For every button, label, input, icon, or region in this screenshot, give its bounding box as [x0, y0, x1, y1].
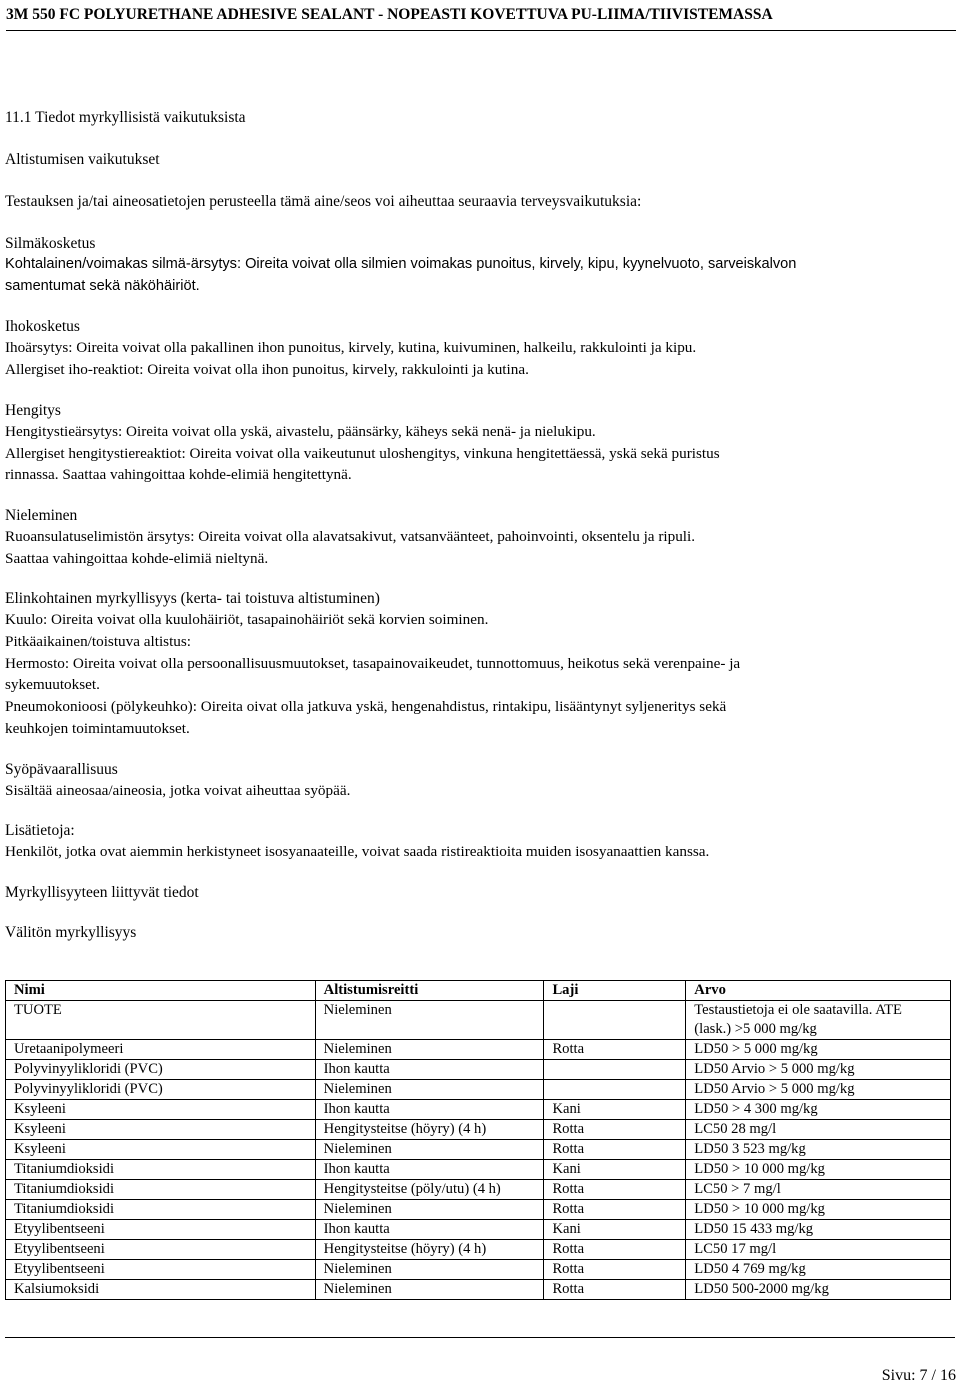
organ-toxicity-text: keuhkojen toimintamuutokset.	[5, 719, 190, 737]
carcinogenicity-heading: Syöpävaarallisuus	[5, 760, 118, 778]
table-cell: LD50 > 5 000 mg/kg	[686, 1040, 951, 1060]
table-cell: Nieleminen	[315, 1080, 544, 1100]
table-cell: LD50 > 10 000 mg/kg	[686, 1160, 951, 1180]
table-cell: Ihon kautta	[315, 1100, 544, 1120]
acute-toxicity-table	[5, 980, 951, 1300]
table-cell: LD50 500-2000 mg/kg	[686, 1280, 951, 1300]
table-cell: LC50 28 mg/l	[686, 1120, 951, 1140]
inhalation-text: Allergiset hengitystiereaktiot: Oireita voivat olla vaikeutunut uloshengitys, vinkuna hengitettäessä, yskä sekä puristus	[5, 444, 720, 462]
skin-text: Ihoärsytys: Oireita voivat olla pakallinen ihon punoitus, kirvely, kutina, kuivuminen, halkeilu, rakkulointi ja kipu.	[5, 339, 697, 357]
additional-info-heading: Lisätietoja:	[5, 822, 75, 840]
table-cell	[544, 1001, 686, 1040]
table-cell: Hengitysteitse (höyry) (4 h)	[315, 1240, 544, 1260]
skin-heading: Ihokosketus	[5, 318, 80, 336]
table-row	[6, 1200, 951, 1220]
table-cell: LC50 17 mg/l	[686, 1240, 951, 1260]
eye-text: Kohtalainen/voimakas silmä-ärsytys: Oireita voivat olla silmien voimakas punoitus, kirvely, kipu, kyynelvuoto, sarveiskalvon	[5, 256, 797, 272]
toxicity-data-heading: Myrkyllisyyteen liittyvät tiedot	[5, 883, 199, 901]
organ-toxicity-heading: Elinkohtainen myrkyllisyys (kerta- tai toistuva altistuminen)	[5, 590, 380, 608]
table-cell: Rotta	[544, 1140, 686, 1160]
table-cell: LD50 4 769 mg/kg	[686, 1260, 951, 1280]
column-header: Arvo	[686, 981, 951, 1001]
table-cell: LD50 Arvio > 5 000 mg/kg	[686, 1080, 951, 1100]
table-cell: LD50 Arvio > 5 000 mg/kg	[686, 1060, 951, 1080]
table-cell: Rotta	[544, 1200, 686, 1220]
table-row	[6, 1260, 951, 1280]
table-cell	[544, 1080, 686, 1100]
table-cell: Testaustietoja ei ole saatavilla. ATE (lask.) >5 000 mg/kg	[686, 1001, 951, 1040]
intro-text: Testauksen ja/tai aineosatietojen perusteella tämä aine/seos voi aiheuttaa seuraavia terveysvaikutuksia:	[5, 193, 642, 210]
table-cell: Kani	[544, 1160, 686, 1180]
inhalation-text: Hengitystieärsytys: Oireita voivat olla yskä, aivastelu, päänsärky, käheys sekä nenä- ja nielukipu.	[5, 422, 596, 440]
column-header: Laji	[544, 981, 686, 1001]
table-cell: Titaniumdioksidi	[6, 1200, 316, 1220]
organ-toxicity-text: Pitkäaikainen/toistuva altistus:	[5, 633, 192, 651]
inhalation-text: rinnassa. Saattaa vahingoittaa kohde-elimiä hengitettynä.	[5, 466, 352, 484]
skin-text: Allergiset iho-reaktiot: Oireita voivat olla ihon punoitus, kirvely, rakkulointi ja kutina.	[5, 361, 529, 379]
table-cell: LC50 > 7 mg/l	[686, 1180, 951, 1200]
table-cell: Uretaanipolymeeri	[6, 1040, 316, 1060]
section-title: 11.1 Tiedot myrkyllisistä vaikutuksista	[5, 109, 246, 126]
table-cell: Kani	[544, 1100, 686, 1120]
table-cell: Kani	[544, 1220, 686, 1240]
table-row	[6, 1140, 951, 1160]
table-cell: Rotta	[544, 1280, 686, 1300]
organ-toxicity-text: Kuulo: Oireita voivat olla kuulohäiriöt, tasapainohäiriöt sekä korvien soiminen.	[5, 611, 489, 629]
table-cell: Rotta	[544, 1120, 686, 1140]
table-cell: Rotta	[544, 1180, 686, 1200]
table-cell: Polyvinyylikloridi (PVC)	[6, 1080, 316, 1100]
table-cell: Titaniumdioksidi	[6, 1180, 316, 1200]
column-header: Nimi	[6, 981, 316, 1001]
table-row	[6, 1180, 951, 1200]
eye-heading: Silmäkosketus	[5, 235, 96, 252]
ingestion-text: Saattaa vahingoittaa kohde-elimiä nieltynä.	[5, 549, 269, 567]
organ-toxicity-text: Hermosto: Oireita voivat olla persoonallisuusmuutokset, tasapainovaikeudet, tunnottomuus, heikotus sekä verenpaine- ja	[5, 654, 741, 672]
table-cell: Nieleminen	[315, 1260, 544, 1280]
table-cell: LD50 15 433 mg/kg	[686, 1220, 951, 1240]
ingestion-text: Ruoansulatuselimistön ärsytys: Oireita voivat olla alavatsakivut, vatsanväänteet, pahoinvointi, oksentelu ja ripuli.	[5, 527, 696, 545]
table-cell: TUOTE	[6, 1001, 316, 1040]
table-cell: Rotta	[544, 1040, 686, 1060]
table-cell: LD50 > 4 300 mg/kg	[686, 1100, 951, 1120]
organ-toxicity-text: Pneumokonioosi (pölykeuhko): Oireita oivat olla jatkuva yskä, hengenahdistus, rintakipu, lisääntynyt syljeneritys sekä	[5, 698, 727, 716]
table-row	[6, 1240, 951, 1260]
acute-toxicity-heading: Välitön myrkyllisyys	[5, 923, 137, 941]
table-cell: Ihon kautta	[315, 1220, 544, 1240]
organ-toxicity-text: sykemuutokset.	[5, 676, 100, 694]
table-cell: Ihon kautta	[315, 1160, 544, 1180]
table-row	[6, 1280, 951, 1300]
table-cell	[544, 1060, 686, 1080]
table-cell: Nieleminen	[315, 1200, 544, 1220]
eye-text: samentumat sekä näköhäiriöt.	[5, 277, 200, 294]
table-row	[6, 1160, 951, 1180]
table-cell: Ihon kautta	[315, 1060, 544, 1080]
table-cell: Kalsiumoksidi	[6, 1280, 316, 1300]
carcinogenicity-text: Sisältää aineosaa/aineosia, jotka voivat aiheuttaa syöpää.	[5, 781, 351, 799]
footer-divider	[5, 1337, 955, 1338]
table-row	[6, 1100, 951, 1120]
table-cell: Titaniumdioksidi	[6, 1160, 316, 1180]
table-cell: Ksyleeni	[6, 1140, 316, 1160]
additional-info-text: Henkilöt, jotka ovat aiemmin herkistyneet isosyanaateille, voivat saada ristireaktioita muiden isosyanaattien kanssa.	[5, 843, 710, 861]
table-cell: Hengitysteitse (pöly/utu) (4 h)	[315, 1180, 544, 1200]
table-cell: Rotta	[544, 1260, 686, 1280]
document-header: 3M 550 FC POLYURETHANE ADHESIVE SEALANT - NOPEASTI KOVETTUVA PU-LIIMA/TIIVISTEMASSA	[6, 4, 956, 31]
table-cell: Ksyleeni	[6, 1100, 316, 1120]
column-header: Altistumisreitti	[315, 981, 544, 1001]
table-row	[6, 1060, 951, 1080]
table-row	[6, 1080, 951, 1100]
table-cell: Etyylibentseeni	[6, 1240, 316, 1260]
inhalation-heading: Hengitys	[5, 401, 61, 419]
table-cell: LD50 > 10 000 mg/kg	[686, 1200, 951, 1220]
table-row	[6, 1220, 951, 1240]
table-cell: Polyvinyylikloridi (PVC)	[6, 1060, 316, 1080]
table-cell: LD50 3 523 mg/kg	[686, 1140, 951, 1160]
table-cell: Nieleminen	[315, 1040, 544, 1060]
table-cell: Ksyleeni	[6, 1120, 316, 1140]
table-cell: Rotta	[544, 1240, 686, 1260]
table-row	[6, 1001, 951, 1040]
table-cell: Nieleminen	[315, 1280, 544, 1300]
table-header-row	[6, 981, 951, 1001]
section-content	[5, 108, 950, 943]
table-cell: Hengitysteitse (höyry) (4 h)	[315, 1120, 544, 1140]
table-row	[6, 1120, 951, 1140]
exposure-heading: Altistumisen vaikutukset	[5, 151, 160, 168]
ingestion-heading: Nieleminen	[5, 506, 78, 524]
table-row	[6, 1040, 951, 1060]
page-number: Sivu: 7 / 16	[881, 1367, 956, 1384]
table-cell: Etyylibentseeni	[6, 1220, 316, 1240]
table-cell: Nieleminen	[315, 1001, 544, 1040]
table-cell: Etyylibentseeni	[6, 1260, 316, 1280]
table-cell: Nieleminen	[315, 1140, 544, 1160]
